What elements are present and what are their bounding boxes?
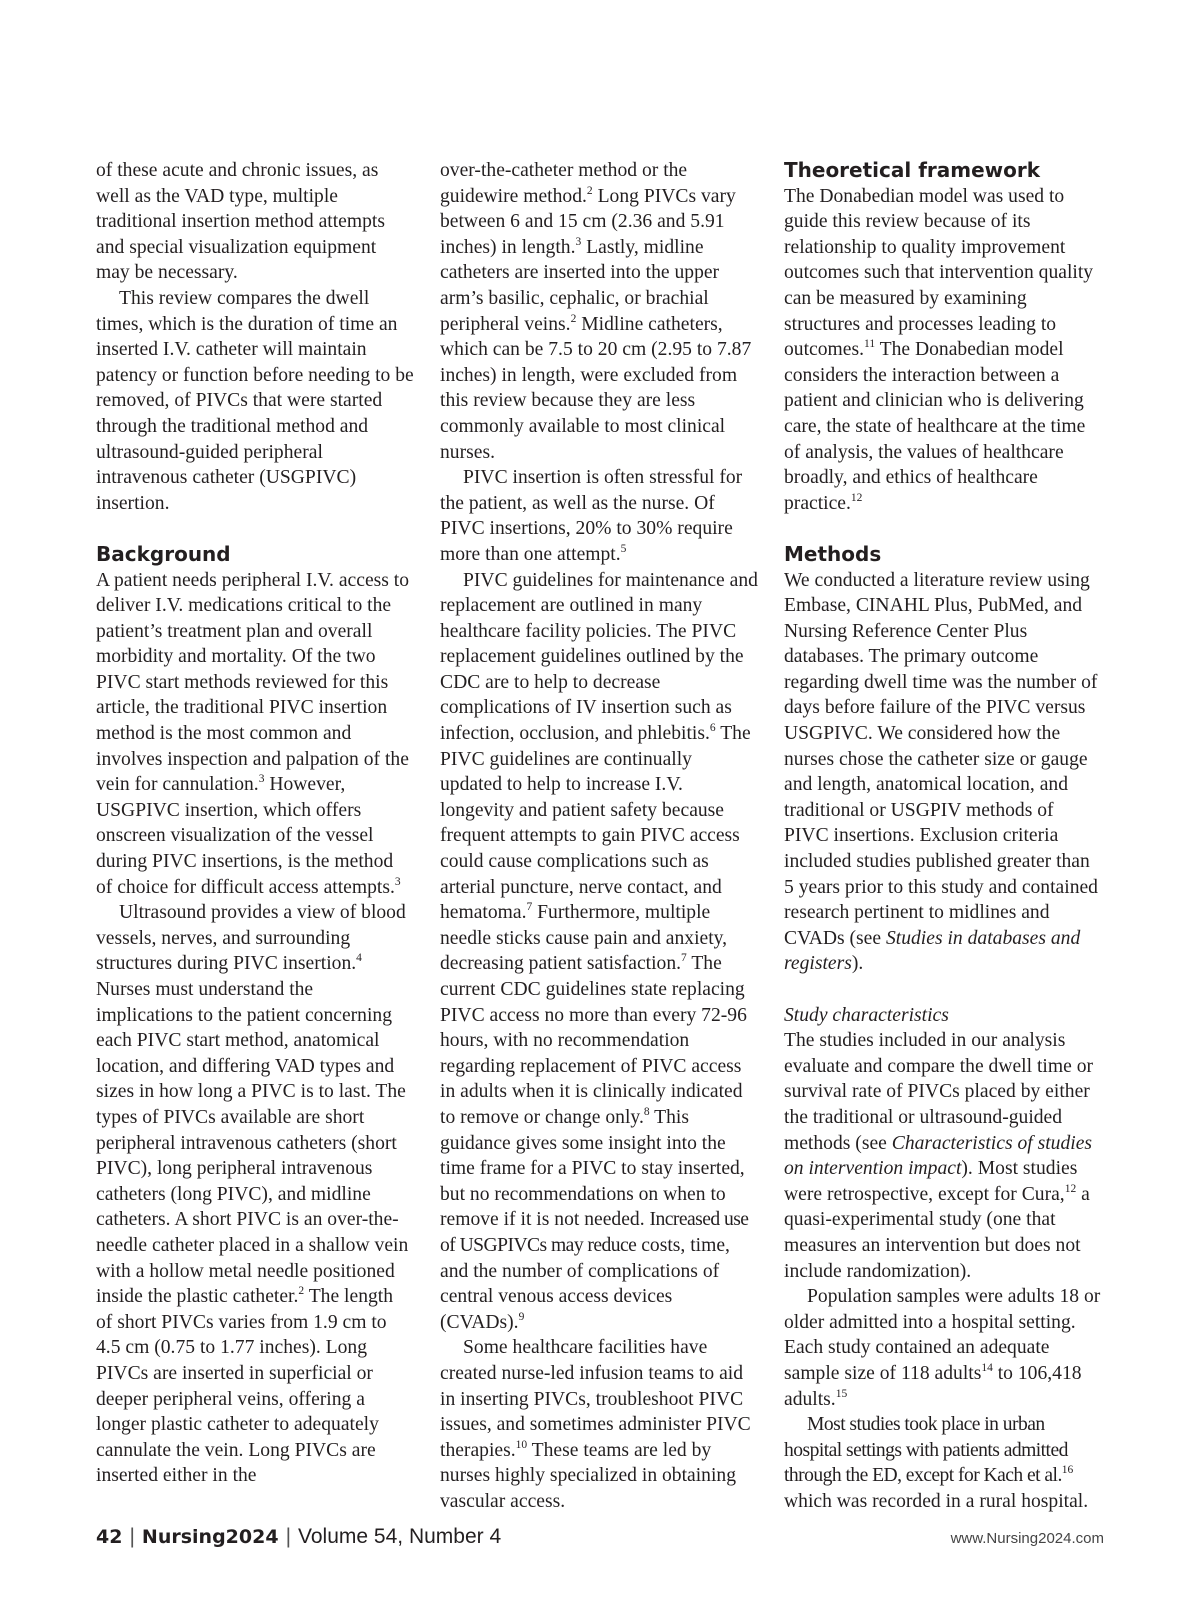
citation-superscript: 2 [586, 184, 593, 197]
body-paragraph: PIVC guidelines for maintenance and replacement are outlined in many healthcare facility policies. The PIVC replacement guidelines outlined by the CDC are to help to decrease complications of IV insertion such as infection, occlusion, and phlebitis.$^6$ The PIVC guidelines are continually updated to help to increase I.V. longevity and patient safety because frequent attempts to gain PIVC access could cause complications such as arterial puncture, nerve contact, and hematoma.$^7$ Furthermore, multiple needle sticks cause pain and anxiety, decreasing patient satisfaction.$^7$ The current CDC guidelines state replacing PIVC access no more than every 72-96 hours, with no recommendation regarding replacement of PIVC access in adults when it is clinically indicated to remove or change only.$^8$ This guidance gives some insight into the time frame for a PIVC to stay inserted, but no recommendations on when to remove if it is not needed. Increased use of USGPIVCs may reduce costs, time, and the number of complications of central venous access devices (CVADs).$^9$ [440, 569, 758, 1333]
column-2 [440, 158, 758, 1514]
column-1 [96, 158, 414, 1489]
journal-name: Nursing2024 [141, 1526, 279, 1548]
section-gap [96, 516, 414, 542]
citation-superscript: 3 [575, 235, 582, 248]
website-url: www.Nursing2024.com [950, 1530, 1104, 1547]
body-paragraph: PIVC insertion is often stressful for the patient, as well as the nurse. Of PIVC insertions, 20% to 30% require more than one attempt.$^5$ [440, 467, 743, 565]
section-gap [784, 977, 1102, 1003]
citation-superscript: 3 [258, 773, 265, 786]
page-footer [96, 1525, 1104, 1555]
body-paragraph: The studies included in our analysis evaluate and compare the dwell time or survival rate of PIVCs placed by either the traditional or ultrasound-guided methods (see Characteristics of studies on intervention impact). Most studies were retrospective, except for Cura,$^{12}$ a quasi-experimental study (one that measures an intervention but does not include randomization). [784, 1030, 1094, 1282]
citation-superscript: 12 [1064, 1182, 1077, 1195]
body-paragraph: Ultrasound provides a view of blood vessels, nerves, and surrounding structures during PIVC insertion.$^4$ Nurses must understand the implications to the patient concerning each PIVC start method, anatomical location, and differing VAD types and sizes in how long a PIVC is to last. The types of PIVCs available are short peripheral intravenous catheters (short PIVC), long peripheral intravenous catheters (long PIVC), and midline catheters. A short PIVC is an over-the-needle catheter placed in a shallow vein with a hollow metal needle positioned inside the plastic catheter.$^2$ The length of short PIVCs varies from 1.9 cm to 4.5 cm (0.75 to 1.77 inches). Long PIVCs are inserted in superficial or deeper peripheral veins, offering a longer plastic catheter to adequately cannulate the vein. Long PIVCs are inserted either in the [96, 902, 409, 1487]
citation-superscript: 11 [864, 338, 876, 351]
body-paragraph: Some healthcare facilities have created nurse-led infusion teams to aid in inserting PIVCs, troubleshoot PIVC issues, and sometimes administer PIVC therapies.$^{10}$ These teams are led by nurses highly specialized in obtaining vascular access. [440, 1337, 751, 1512]
citation-superscript: 5 [620, 542, 627, 555]
folio [96, 1525, 501, 1549]
section-heading: Methods [784, 541, 882, 566]
citation-superscript: 10 [515, 1438, 528, 1451]
subsection-heading: Study characteristics [784, 1004, 949, 1026]
tight-line: Most studies took place in urban hospital settings with patients admitted through the ED, except for Kach et al. [784, 1414, 1068, 1487]
tight-line: Increased use of USGPIVCs may reduce [440, 1209, 749, 1256]
section-heading: Theoretical framework [784, 158, 1041, 182]
body-paragraph: Population samples were adults 18 or older admitted into a hospital setting. Each study contained an adequate sample size of 118 adults$^{14}$ to 106,418 adults.$^{15}$ [784, 1286, 1101, 1410]
footer-divider-2: | [285, 1525, 292, 1548]
citation-superscript: 4 [356, 952, 362, 965]
body-paragraph: Most studies took place in urban hospital settings with patients admitted through the ED, except for Kach et al.$^{16}$ which was recorded in a rural hospital. [784, 1414, 1089, 1512]
citation-superscript: 14 [981, 1361, 993, 1374]
citation-superscript: 8 [643, 1105, 650, 1118]
figure-reference: Characteristics of studies on intervention impact [784, 1132, 1093, 1180]
figure-reference: Studies in databases and registers [784, 927, 1081, 975]
body-paragraph: The Donabedian model was used to guide this review because of its relationship to quality improvement outcomes such that intervention quality can be measured by examining structures and processes leading to outcomes.$^{11}$ The Donabedian model considers the interaction between a patient and clinician who is delivering care, the state of healthcare at the time of analysis, the values of healthcare broadly, and ethics of healthcare practice.$^{12}$ [784, 185, 1094, 514]
section-heading: Background [96, 541, 231, 566]
citation-superscript: 6 [709, 722, 716, 735]
body-paragraph: over-the-catheter method or the guidewire method.$^2$ Long PIVCs vary between 6 and 15 cm (2.36 and 5.91 inches) in length.$^3$ Lastly, midline catheters are inserted into the upper arm’s basilic, cephalic, or brachial peripheral veins.$^2$ Midline catheters, which can be 7.5 to 20 cm (2.95 to 7.87 inches) in length, were excluded from this review because they are less commonly available to most clinical nurses. [440, 160, 752, 463]
section-gap [784, 516, 1102, 542]
citation-superscript: 2 [298, 1285, 305, 1298]
body-paragraph: of these acute and chronic issues, as well as the VAD type, multiple traditional insertion method attempts and special visualization equipment may be necessary. [96, 160, 385, 284]
volume-info: Volume 54, Number 4 [298, 1525, 502, 1548]
citation-superscript: 15 [835, 1387, 848, 1400]
body-paragraph: We conducted a literature review using Embase, CINAHL Plus, PubMed, and Nursing Reference Center Plus databases. The primary outcome regarding dwell time was the number of days before failure of the PIVC versus USGPIVC. We considered how the nurses chose the catheter size or gauge and length, anatomical location, and traditional or USGPIV methods of PIVC insertions. Exclusion criteria included studies published greater than 5 years prior to this study and contained research pertinent to midlines and CVADs (see Studies in databases and registers). [784, 569, 1098, 975]
citation-superscript: 9 [518, 1310, 525, 1323]
body-paragraph: A patient needs peripheral I.V. access to deliver I.V. medications critical to the patient’s treatment plan and overall morbidity and mortality. Of the two PIVC start methods reviewed for this article, the traditional PIVC insertion method is the most common and involves inspection and palpation of the vein for cannulation.$^3$ However, USGPIVC insertion, which offers onscreen visualization of the vessel during PIVC insertions, is the method of choice for difficult access attempts.$^3$ [96, 569, 410, 898]
column-3 [784, 158, 1102, 1514]
footer-divider-1: | [129, 1525, 135, 1548]
citation-superscript: 7 [681, 952, 687, 965]
page-number: 42 [96, 1526, 123, 1548]
citation-superscript: 7 [526, 901, 533, 914]
citation-superscript: 12 [850, 491, 863, 504]
citation-superscript: 2 [570, 312, 577, 325]
citation-superscript: 16 [1061, 1464, 1074, 1477]
citation-superscript: 3 [394, 875, 401, 888]
body-paragraph: This review compares the dwell times, which is the duration of time an inserted I.V. catheter will maintain patency or function before needing to be removed, of PIVCs that were started through the traditional method and ultrasound-guided peripheral intravenous catheter (USGPIVC) insertion. [96, 287, 414, 514]
